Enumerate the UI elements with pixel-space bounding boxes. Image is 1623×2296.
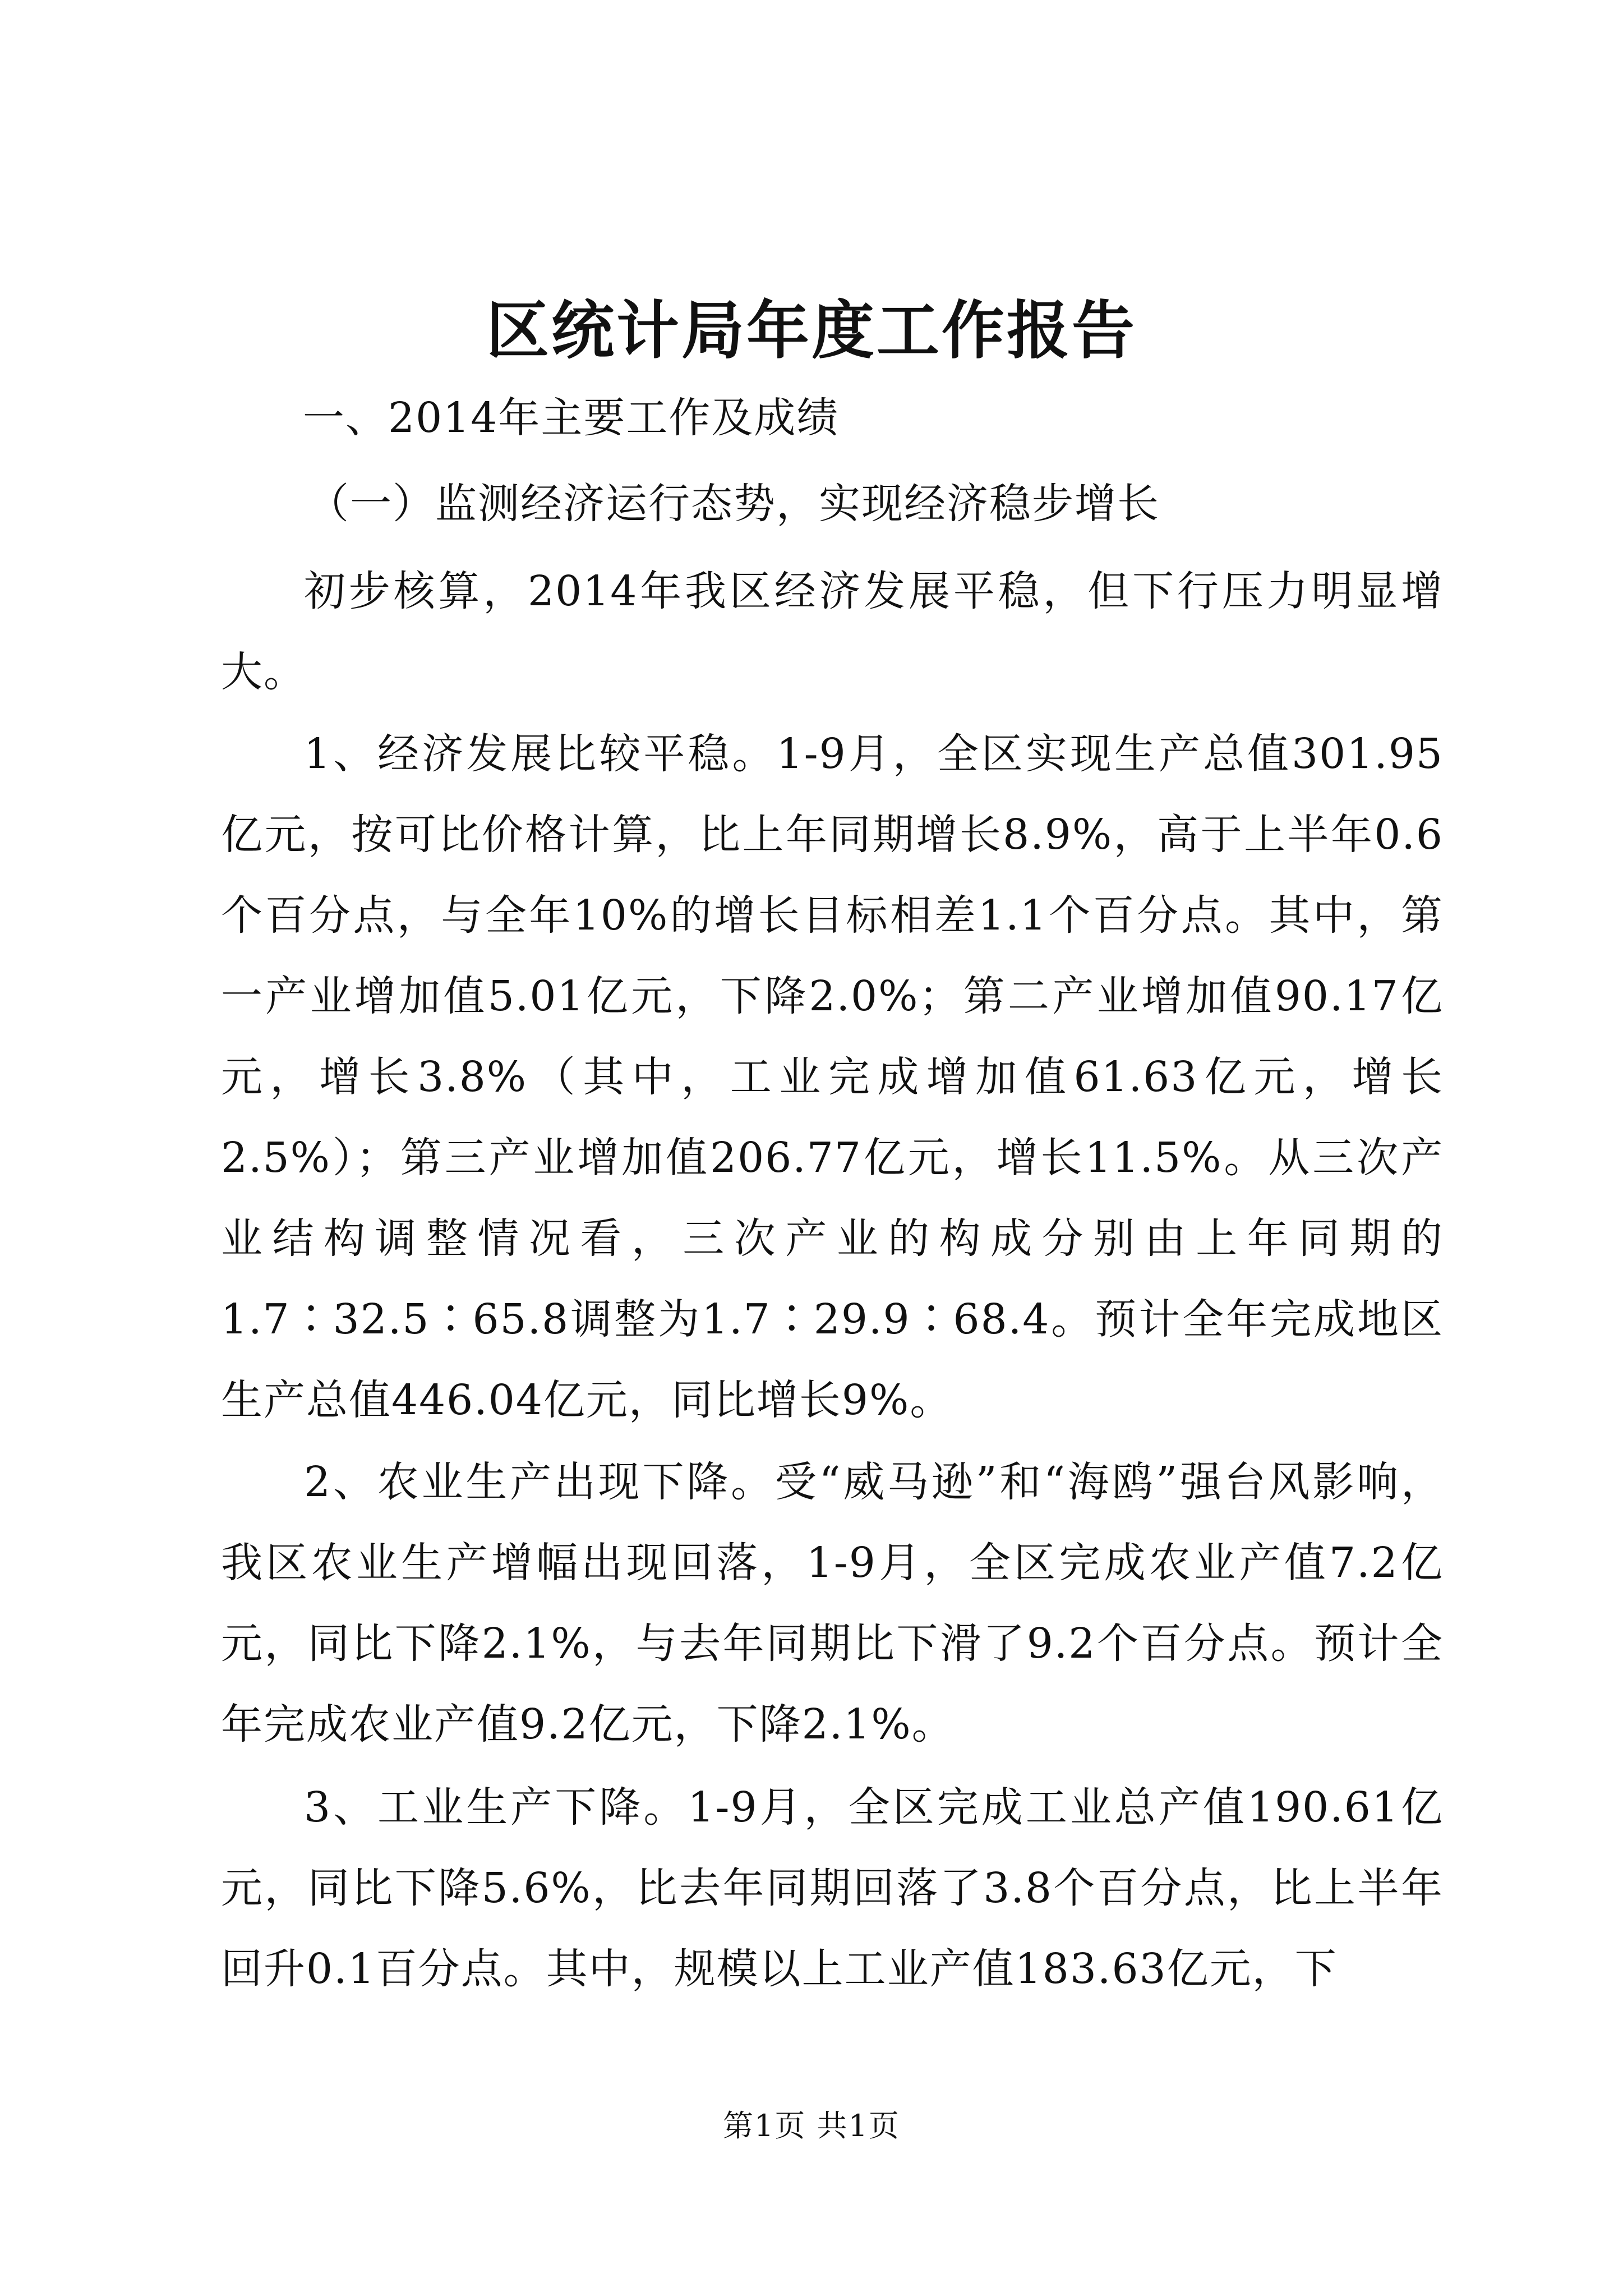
- page-footer: 第1页 共1页: [723, 2108, 900, 2143]
- section-heading: 一、2014年主要工作及成绩: [303, 394, 840, 442]
- subsection-heading: （一）监测经济运行态势，实现经济稳步增长: [307, 480, 1160, 528]
- document-title: 区统计局年度工作报告: [486, 294, 1137, 367]
- paragraph-economy: 1、经济发展比较平稳。1-9月，全区实现生产总值301.95亿元，按可比价格计算，比上年同期增长8.9%，高于上半年0.6个百分点，与全年10%的增长目标相差1.1个百分点。其中，第一产业增加值5.01亿元，下降2.0%；第二产业增加值90.17亿元，增长3.8%（其中，工业完成增加值61.63亿元，增长2.5%）；第三产业增加值206.77亿元，增长11.5%。从三次产业结构调整情况看，三次产业的构成分别由上年同期的1.7∶32.5∶65.8调整为1.7∶29.9∶68.4。预计全年完成地区生产总值446.04亿元，同比增长9%。: [221, 730, 1444, 1424]
- paragraph-agriculture: 2、农业生产出现下降。受“威马逊”和“海鸥”强台风影响，我区农业生产增幅出现回落，1-9月，全区完成农业产值7.2亿元，同比下降2.1%，与去年同期比下滑了9.2个百分点。预计全年完成农业产值9.2亿元，下降2.1%。: [221, 1458, 1444, 1749]
- paragraph-intro: 初步核算，2014年我区经济发展平稳，但下行压力明显增大。: [221, 567, 1444, 696]
- paragraph-industry: 3、工业生产下降。1-9月，全区完成工业总产值190.61亿元，同比下降5.6%，比去年同期回落了3.8个百分点，比上半年回升0.1百分点。其中，规模以上工业产值183.63亿元，下: [221, 1783, 1444, 1993]
